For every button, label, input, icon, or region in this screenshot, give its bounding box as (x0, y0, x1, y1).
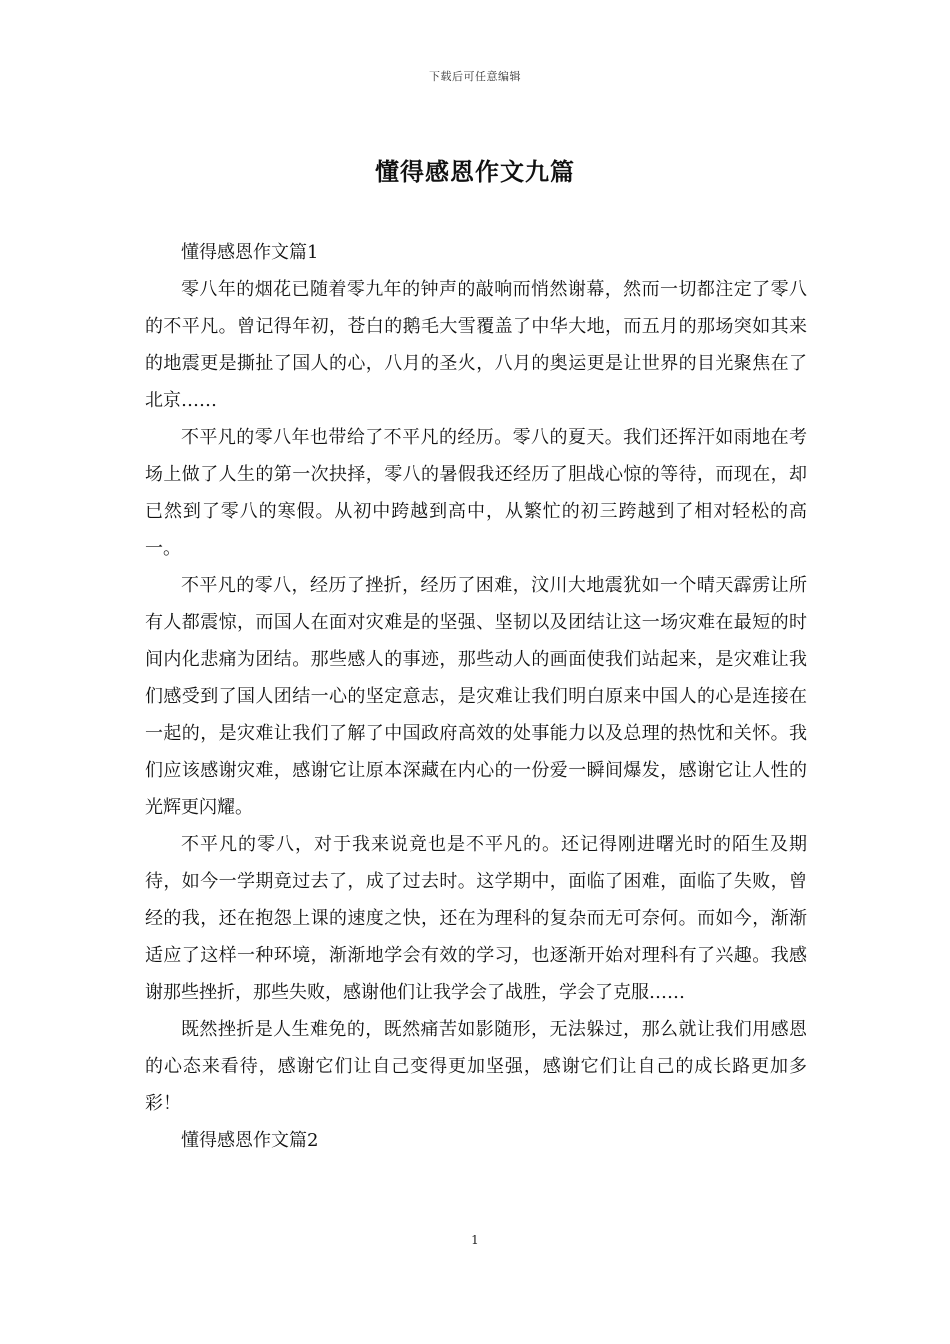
paragraph-2: 不平凡的零八年也带给了不平凡的经历。零八的夏天。我们还挥汗如雨地在考场上做了人生的第一次抉择，零八的暑假我还经历了胆战心惊的等待，而现在，却已然到了零八的寒假。从初中跨越到高中，从繁忙的初三跨越到了相对轻松的高一。 (145, 427, 807, 559)
paragraph-5: 既然挫折是人生难免的，既然痛苦如影随形，无法躲过，那么就让我们用感恩的心态来看待，感谢它们让自己变得更加坚强，感谢它们让自己的成长路更加多彩！ (145, 1019, 807, 1114)
page-number: 1 (471, 1233, 479, 1247)
paragraph-1: 零八年的烟花已随着零九年的钟声的敲响而悄然谢幕，然而一切都注定了零八的不平凡。曾记得年初，苍白的鹅毛大雪覆盖了中华大地，而五月的那场突如其来的地震更是撕扯了国人的心，八月的圣火，八月的奥运更是让世界的目光聚焦在了北京…… (145, 279, 807, 411)
paragraph-3: 不平凡的零八，经历了挫折，经历了困难，汶川大地震犹如一个晴天霹雳让所有人都震惊，而国人在面对灾难是的坚强、坚韧以及团结让这一场灾难在最短的时间内化悲痛为团结。那些感人的事迹，那些动人的画面使我们站起来，是灾难让我们感受到了国人团结一心的坚定意志，是灾难让我们明白原来中国人的心是连接在一起的，是灾难让我们了解了中国政府高效的处事能力以及总理的热忱和关怀。我们应该感谢灾难，感谢它让原本深藏在内心的一份爱一瞬间爆发，感谢它让人性的光辉更闪耀。 (145, 575, 807, 818)
page-header-note: 下载后可任意编辑 (429, 70, 521, 83)
paragraph-4: 不平凡的零八，对于我来说竟也是不平凡的。还记得刚进曙光时的陌生及期待，如今一学期竟过去了，成了过去时。这学期中，面临了困难，面临了失败，曾经的我，还在抱怨上课的速度之快，还在为理科的复杂而无可奈何。而如今，渐渐适应了这样一种环境，渐渐地学会有效的学习，也逐渐开始对理科有了兴趣。我感谢那些挫折，那些失败，感谢他们让我学会了战胜，学会了克服…… (145, 834, 807, 1003)
section-heading-2: 懂得感恩作文篇2 (181, 1130, 319, 1151)
section-heading-1: 懂得感恩作文篇1 (181, 242, 319, 263)
document-body (145, 234, 807, 1159)
document-title: 懂得感恩作文九篇 (375, 157, 575, 186)
